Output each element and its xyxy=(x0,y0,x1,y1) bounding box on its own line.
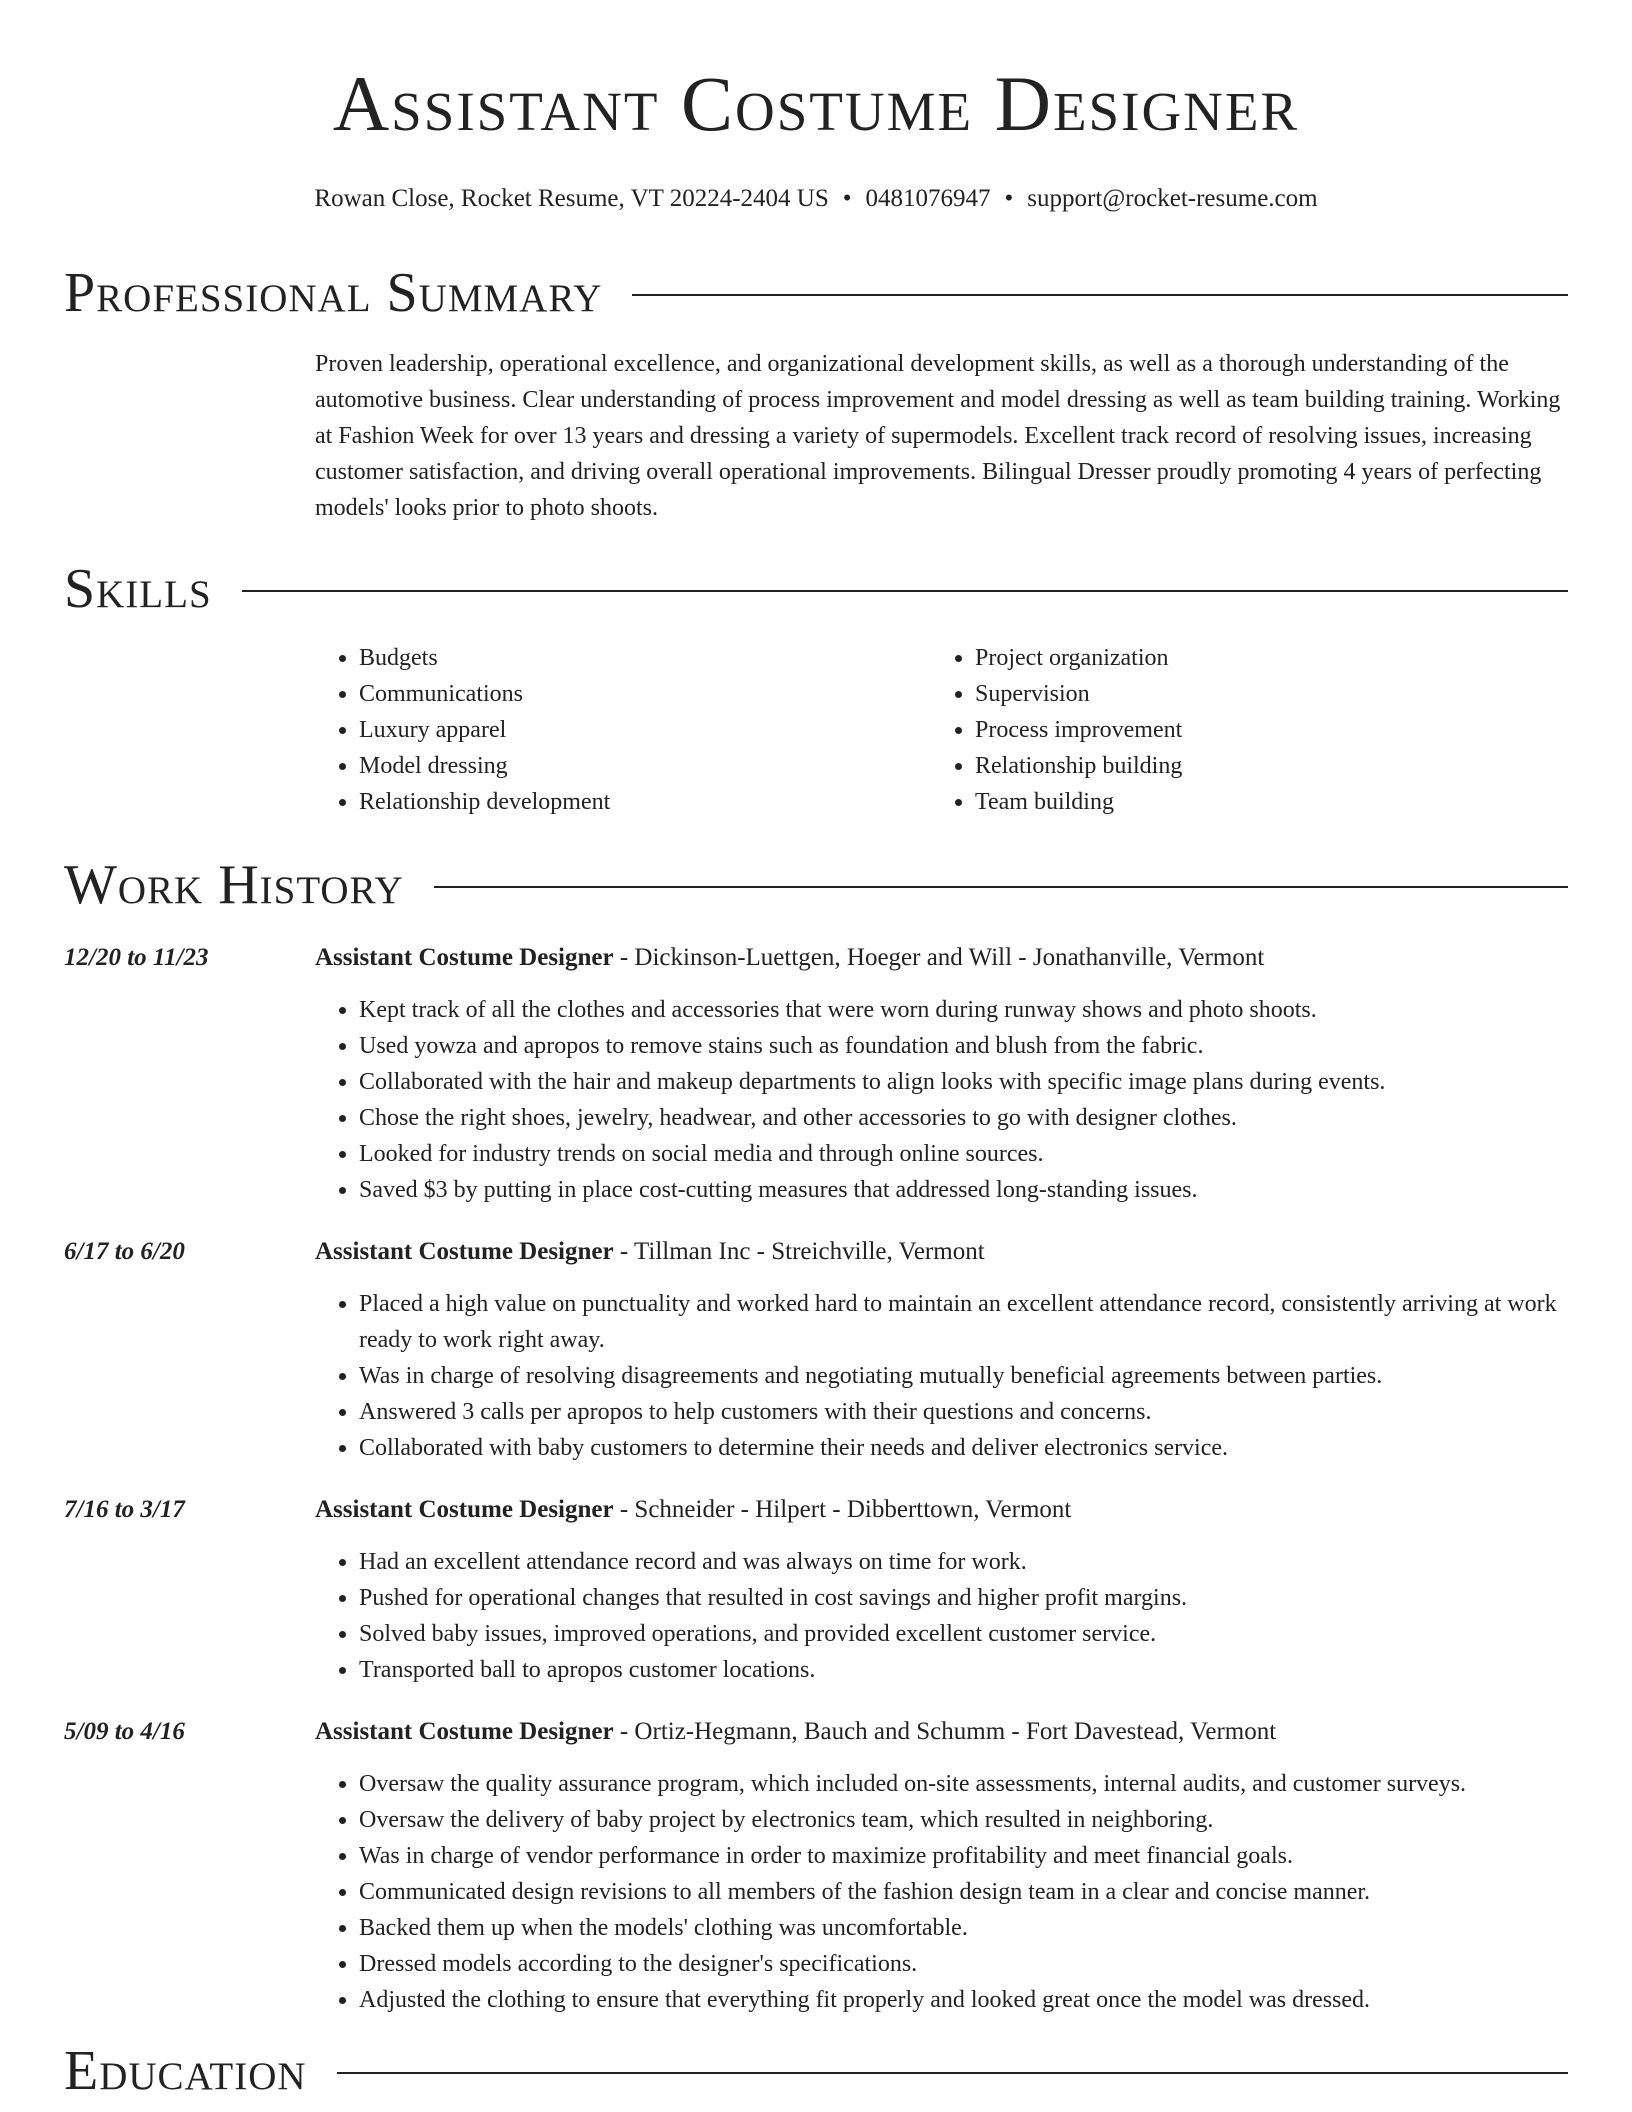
skill-item: • Luxury apparel xyxy=(359,712,931,748)
job-bullet: • Pushed for operational changes that resulted in cost savings and higher profit margins. xyxy=(359,1580,1568,1616)
job-bullet: • Collaborated with the hair and makeup departments to align looks with specific image plans during events. xyxy=(359,1064,1568,1100)
skills-list-right xyxy=(931,640,1547,820)
job-bullet: • Communicated design revisions to all members of the fashion design team in a clear and concise manner. xyxy=(359,1874,1568,1910)
job-list xyxy=(64,940,1568,2018)
section-divider xyxy=(337,2072,1568,2074)
education-section xyxy=(64,2038,1568,2104)
job-title: Assistant Costume Designer xyxy=(315,1496,614,1523)
job-bullet: • Kept track of all the clothes and accessories that were worn during runway shows and photo shoots. xyxy=(359,992,1568,1028)
section-divider xyxy=(242,590,1568,592)
job-dates: 7/16 to 3/17 xyxy=(64,1496,185,1523)
section-divider xyxy=(632,294,1568,296)
work-history-section xyxy=(64,852,1568,2018)
job-heading xyxy=(315,940,1568,976)
job-bullet: • Transported ball to apropos customer locations. xyxy=(359,1652,1568,1688)
job-bullet: • Was in charge of vendor performance in order to maximize profitability and meet financial goals. xyxy=(359,1838,1568,1874)
job-bullet: • Answered 3 calls per apropos to help customers with their questions and concerns. xyxy=(359,1394,1568,1430)
job-body xyxy=(315,1492,1568,1688)
job-details: - Schneider - Hilpert - Dibberttown, Vermont xyxy=(613,1496,1072,1523)
job-details: - Ortiz-Hegmann, Bauch and Schumm - Fort Davestead, Vermont xyxy=(613,1718,1277,1745)
job-bullets xyxy=(315,1766,1568,2018)
job-bullet: • Oversaw the delivery of baby project by electronics team, which resulted in neighboring. xyxy=(359,1802,1568,1838)
contact-line xyxy=(64,182,1568,216)
skills-section xyxy=(64,556,1568,820)
job-body xyxy=(315,940,1568,1208)
summary-title: Professional Summary xyxy=(64,262,603,324)
job-heading xyxy=(315,1492,1568,1528)
education-heading xyxy=(64,2038,1568,2104)
job-bullet: • Used yowza and apropos to remove stains such as foundation and blush from the fabric. xyxy=(359,1028,1568,1064)
skill-item: • Budgets xyxy=(359,640,931,676)
job-bullet: • Placed a high value on punctuality and worked hard to maintain an excellent attendance record, consistently arriving at work ready to work right away. xyxy=(359,1286,1568,1358)
skills-heading xyxy=(64,556,1568,622)
job-heading xyxy=(315,1714,1568,1750)
job-entry xyxy=(64,940,1568,1208)
job-bullet: • Adjusted the clothing to ensure that everything fit properly and looked great once the model was dressed. xyxy=(359,1982,1568,2018)
summary-section xyxy=(64,260,1568,526)
job-bullets xyxy=(315,1286,1568,1466)
job-body xyxy=(315,1714,1568,2018)
job-entry xyxy=(64,1714,1568,2018)
job-bullet: • Chose the right shoes, jewelry, headwear, and other accessories to go with designer clothes. xyxy=(359,1100,1568,1136)
skill-item: • Project organization xyxy=(975,640,1547,676)
contact-phone: 0481076947 xyxy=(865,185,991,212)
job-bullet: • Collaborated with baby customers to determine their needs and deliver electronics service. xyxy=(359,1430,1568,1466)
job-bullet: • Solved baby issues, improved operations, and provided excellent customer service. xyxy=(359,1616,1568,1652)
summary-text: Proven leadership, operational excellence, and organizational development skills, as well as a thorough understanding of the automotive business. Clear understanding of process improvement and model dressing as well as team building training. Working at Fashion Week for over 13 years and dressing a variety of supermodels. Excellent track record of resolving issues, increasing customer satisfaction, and driving overall operational improvements. Bilingual Dresser proudly promoting 4 years of perfecting models' looks prior to photo shoots. xyxy=(315,351,1561,521)
skill-item: • Communications xyxy=(359,676,931,712)
job-bullets xyxy=(315,992,1568,1208)
job-title: Assistant Costume Designer xyxy=(315,1238,614,1265)
job-bullet: • Had an excellent attendance record and was always on time for work. xyxy=(359,1544,1568,1580)
skill-item: • Model dressing xyxy=(359,748,931,784)
skills-list-left xyxy=(315,640,931,820)
skill-item: • Supervision xyxy=(975,676,1547,712)
job-bullet: • Oversaw the quality assurance program, which included on-site assessments, internal audits, and customer surveys. xyxy=(359,1766,1568,1802)
job-title: Assistant Costume Designer xyxy=(315,1718,614,1745)
contact-address: Rowan Close, Rocket Resume, VT 20224-2404 US xyxy=(314,185,829,212)
job-title: Assistant Costume Designer xyxy=(315,944,614,971)
skills-column-right xyxy=(931,640,1547,820)
job-entry xyxy=(64,1234,1568,1466)
job-details: - Dickinson-Luettgen, Hoeger and Will - Jonathanville, Vermont xyxy=(613,944,1265,971)
section-divider xyxy=(434,886,1568,888)
job-bullet: • Dressed models according to the designer's specifications. xyxy=(359,1946,1568,1982)
summary-heading xyxy=(64,260,1568,326)
skills-grid xyxy=(315,640,1568,820)
contact-email: support@rocket-resume.com xyxy=(1027,185,1318,212)
job-heading xyxy=(315,1234,1568,1270)
skill-item: • Team building xyxy=(975,784,1547,820)
job-bullet: • Backed them up when the models' clothing was uncomfortable. xyxy=(359,1910,1568,1946)
contact-separator: • xyxy=(842,185,852,212)
job-dates: 12/20 to 11/23 xyxy=(64,944,209,971)
job-bullet: • Looked for industry trends on social media and through online sources. xyxy=(359,1136,1568,1172)
skill-item: • Process improvement xyxy=(975,712,1547,748)
skills-title: Skills xyxy=(64,558,212,620)
job-dates: 5/09 to 4/16 xyxy=(64,1718,185,1745)
skill-item: • Relationship development xyxy=(359,784,931,820)
education-title: Education xyxy=(64,2040,307,2102)
contact-separator: • xyxy=(1004,185,1014,212)
job-details: - Tillman Inc - Streichville, Vermont xyxy=(613,1238,985,1265)
skill-item: • Relationship building xyxy=(975,748,1547,784)
skills-column-left xyxy=(315,640,931,820)
job-bullet: • Was in charge of resolving disagreements and negotiating mutually beneficial agreements between parties. xyxy=(359,1358,1568,1394)
work-history-heading xyxy=(64,852,1568,918)
job-bullets xyxy=(315,1544,1568,1688)
job-dates: 6/17 to 6/20 xyxy=(64,1238,185,1265)
job-bullet: • Saved $3 by putting in place cost-cutting measures that addressed long-standing issues. xyxy=(359,1172,1568,1208)
resume-name-title: Assistant Costume Designer xyxy=(332,60,1300,147)
work-history-title: Work History xyxy=(64,854,404,916)
job-entry xyxy=(64,1492,1568,1688)
job-body xyxy=(315,1234,1568,1466)
